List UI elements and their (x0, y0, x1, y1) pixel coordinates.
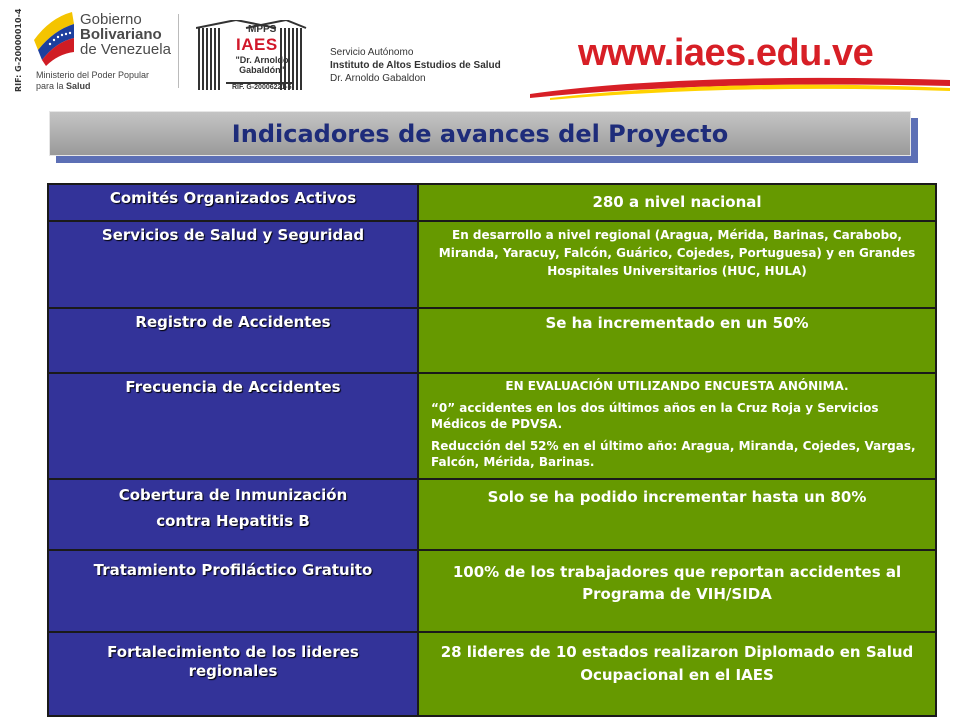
page-title-bar (49, 111, 911, 156)
row-value: 100% de los trabajadores que reportan accidentes al Programa de VIH/SIDA (419, 551, 935, 631)
table-row (49, 222, 935, 307)
ministerio-text: Ministerio del Poder Popular para la Salud (36, 70, 150, 91)
swoosh-decoration (530, 66, 950, 100)
row-label: Cobertura de Inmunización contra Hepatitis B (49, 480, 419, 549)
row-value-line: EN EVALUACIÓN UTILIZANDO ENCUESTA ANÓNIMA. (505, 379, 849, 393)
row-value: 28 lideres de 10 estados realizaron Diplomado en Salud Ocupacional en el IAES (419, 633, 935, 715)
row-value: 280 a nivel nacional (419, 185, 935, 220)
iaes-label: IAES (236, 35, 278, 54)
row-value: Se ha incrementado en un 50% (419, 309, 935, 372)
page-title: Indicadores de avances del Proyecto (231, 120, 729, 148)
row-value-line: “0” accidentes en los dos últimos años en la Cruz Roja y Servicios Médicos de PDVSA. (431, 401, 879, 431)
gobierno-text: Gobierno Bolivariano de Venezuela (80, 11, 171, 58)
venezuela-flag-logo (30, 10, 76, 66)
header (0, 0, 960, 100)
website-url: www.iaes.edu.ve (578, 32, 874, 74)
row-label: Frecuencia de Accidentes (49, 374, 419, 478)
header-divider (178, 14, 179, 88)
table-row (49, 374, 935, 478)
row-value (419, 374, 935, 478)
table-row (49, 185, 935, 220)
row-value-line: Reducción del 52% en el último año: Aragua, Miranda, Cojedes, Vargas, Falcón, Mérida, Barinas. (431, 439, 916, 469)
rif-iaes: RIF. G-20006221-5 (232, 84, 292, 91)
row-label: Tratamiento Profiláctico Gratuito (49, 551, 419, 631)
table-row (49, 309, 935, 372)
dr-arnoldo-label: "Dr. Arnoldo Gabaldón" (235, 55, 289, 75)
table-row (49, 633, 935, 715)
servicio-autonomo-text: Servicio Autónomo Instituto de Altos Estudios de Salud Dr. Arnoldo Gabaldon (330, 47, 501, 84)
table-row (49, 480, 935, 549)
indicators-table (47, 183, 937, 717)
mpps-label: MPPS (248, 24, 277, 35)
row-value: En desarrollo a nivel regional (Aragua, Mérida, Barinas, Carabobo, Miranda, Yaracuy, Falcón, Guárico, Cojedes, Portuguesa) y en Grandes Hospitales Universitarios (HUC, HULA) (419, 222, 935, 307)
row-value: Solo se ha podido incrementar hasta un 80% (419, 480, 935, 549)
row-label: Servicios de Salud y Seguridad (49, 222, 419, 307)
table-row (49, 551, 935, 631)
row-label: Comités Organizados Activos (49, 185, 419, 220)
row-label: Registro de Accidentes (49, 309, 419, 372)
rif-left: RIF: G-20000010-4 (14, 8, 23, 92)
row-label: Fortalecimiento de los lideres regionales (49, 633, 419, 715)
